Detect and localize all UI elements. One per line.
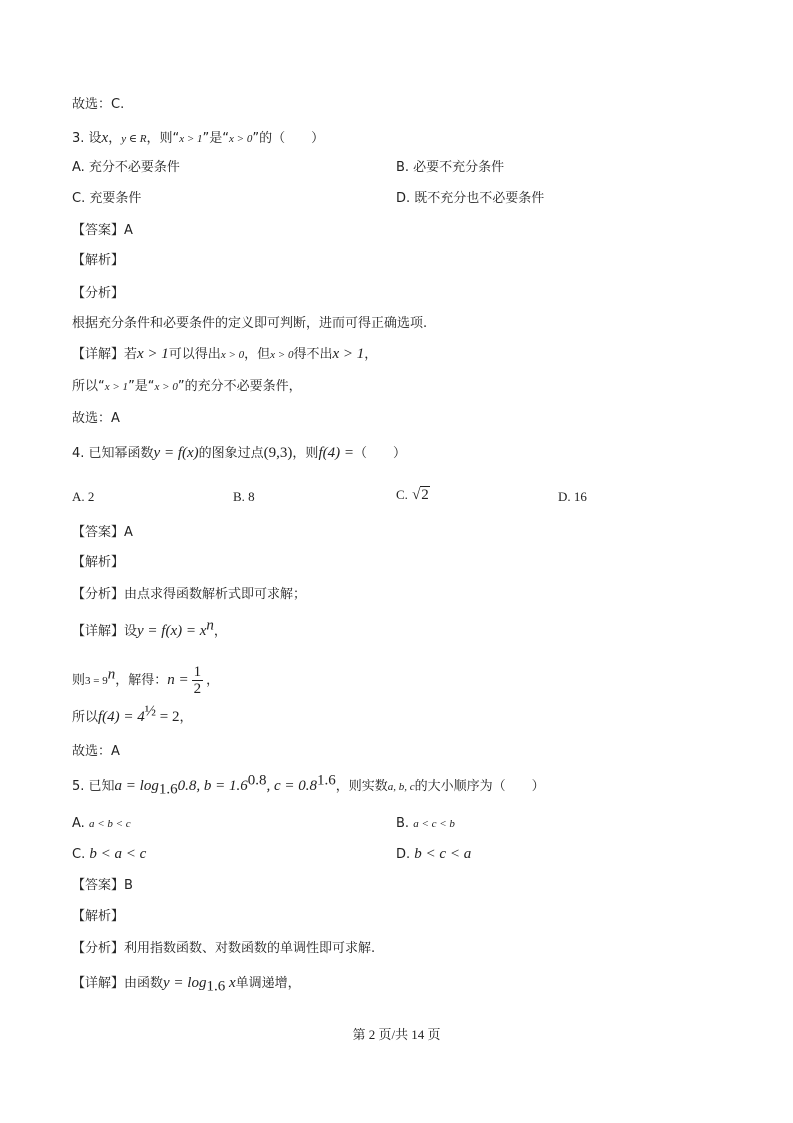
option-a <box>72 814 131 834</box>
text: C. <box>396 487 408 502</box>
math: a, b, c <box>387 781 415 793</box>
math: y ∈ R <box>121 133 147 145</box>
math: f(4) = 4 <box>98 709 145 725</box>
detail-line <box>72 973 301 994</box>
text: 所以“ <box>72 379 105 394</box>
math: x <box>225 975 236 991</box>
question-4 <box>72 443 406 464</box>
math: b < c < a <box>414 846 472 862</box>
option-b: B. 8 <box>233 489 255 504</box>
text: 【详解】若 <box>72 347 138 362</box>
math: 3 = 9 <box>85 675 108 687</box>
text-line: 根据充分条件和必要条件的定义即可判断，进而可得正确选项. <box>72 316 428 331</box>
text: B. <box>396 816 410 831</box>
option-c <box>396 485 430 506</box>
option-b <box>396 814 455 834</box>
math: n = <box>167 672 189 688</box>
answer-label: 【答案】A <box>72 223 133 238</box>
math: = 2 <box>156 709 180 725</box>
text: ， <box>179 710 193 725</box>
option-c <box>72 844 146 865</box>
analysis-label: 【解析】 <box>72 253 125 268</box>
math: y = f(x) = x <box>137 623 207 639</box>
text-line: 故选：A <box>72 744 120 759</box>
text: 可以得出 <box>168 347 221 362</box>
sqrt-symbol: √2 <box>412 487 429 503</box>
text: ，但 <box>244 347 271 362</box>
math: 1.6 <box>158 781 178 798</box>
text: 2 <box>421 487 429 503</box>
fraction <box>192 664 204 697</box>
option-a: A. 充分不必要条件 <box>72 160 180 175</box>
text-line: 故选：A <box>72 411 120 426</box>
option-a: A. 2 <box>72 489 95 504</box>
text-line <box>72 662 219 699</box>
text: ，则实数 <box>335 779 388 794</box>
math: x > 0 <box>154 381 178 393</box>
math: y = f(x) <box>153 445 199 461</box>
math: x > 1 <box>137 346 169 362</box>
text: ，则 <box>292 446 319 461</box>
math: a = log <box>114 778 159 794</box>
text: （ ） <box>353 446 406 461</box>
text: ， <box>213 624 227 639</box>
text: D. <box>396 847 411 862</box>
text: ”的充分不必要条件， <box>177 379 302 394</box>
math: 0.8, b = 1.6 <box>177 778 248 794</box>
question-3 <box>72 128 324 149</box>
text: ， <box>364 347 378 362</box>
fenxi-label: 【分析】 <box>72 286 125 301</box>
text: C. <box>72 847 86 862</box>
text: 【详解】由函数 <box>72 976 164 991</box>
fenxi-label: 【分析】利用指数函数、对数函数的单调性即可求解. <box>72 941 376 956</box>
denominator: 2 <box>193 681 202 697</box>
math: 0.8 <box>247 772 267 789</box>
math: 1.6 <box>317 772 336 789</box>
option-d: D. 既不充分也不必要条件 <box>396 191 545 206</box>
math: n <box>206 617 214 634</box>
text-line <box>72 703 193 728</box>
text: 的大小顺序为（ ） <box>414 779 545 794</box>
text: 4. 已知幂函数 <box>72 446 154 461</box>
text: ”的（ ） <box>252 131 325 146</box>
math: (9,3) <box>263 445 293 461</box>
text: ， <box>206 673 220 688</box>
text: ，则“ <box>146 131 180 146</box>
text: 则 <box>72 673 86 688</box>
math: 1.6 <box>206 978 226 995</box>
fenxi-label: 【分析】由点求得函数解析式即可求解； <box>72 587 307 602</box>
text: 得不出 <box>293 347 333 362</box>
text: 3. 设 <box>72 131 102 146</box>
text: ”是“ <box>202 131 230 146</box>
detail-line <box>72 344 377 365</box>
text: A. <box>72 816 85 831</box>
text-line <box>72 377 302 397</box>
text: ”是“ <box>128 379 155 394</box>
math: , c = 0.8 <box>266 778 317 794</box>
math: a < b < c <box>88 818 131 830</box>
math: f(4) = <box>318 445 354 461</box>
math: ½ <box>144 703 157 720</box>
math: b < a < c <box>89 846 147 862</box>
math: x > 1 <box>332 346 365 362</box>
option-b: B. 必要不充分条件 <box>396 160 505 175</box>
math: x > 0 <box>270 349 294 361</box>
text: 5. 已知 <box>72 779 115 794</box>
text-line: 故选：C. <box>72 97 125 112</box>
question-5 <box>72 772 545 798</box>
text: 的图象过点 <box>198 446 264 461</box>
math: a < c < b <box>413 818 455 830</box>
text: ， <box>108 131 122 146</box>
option-d <box>396 844 471 865</box>
math: x > 1 <box>104 381 129 393</box>
answer-label: 【答案】B <box>72 878 133 893</box>
analysis-label: 【解析】 <box>72 555 125 570</box>
detail-line <box>72 617 227 642</box>
option-d: D. 16 <box>558 489 587 504</box>
analysis-label: 【解析】 <box>72 909 125 924</box>
math: x > 1 <box>179 133 203 145</box>
page-footer: 第 2 页/共 14 页 <box>352 1027 441 1042</box>
math: x > 0 <box>220 349 245 361</box>
math: x > 0 <box>229 133 253 145</box>
math: y = log <box>163 975 207 991</box>
text: 【详解】设 <box>72 624 138 639</box>
text: 单调递增， <box>235 976 301 991</box>
math: x <box>101 130 109 146</box>
text: 所以 <box>72 710 99 725</box>
text: ，解得： <box>115 673 168 688</box>
answer-label: 【答案】A <box>72 525 133 540</box>
option-c: C. 充要条件 <box>72 191 142 206</box>
numerator: 1 <box>193 664 202 680</box>
math: n <box>107 666 116 683</box>
